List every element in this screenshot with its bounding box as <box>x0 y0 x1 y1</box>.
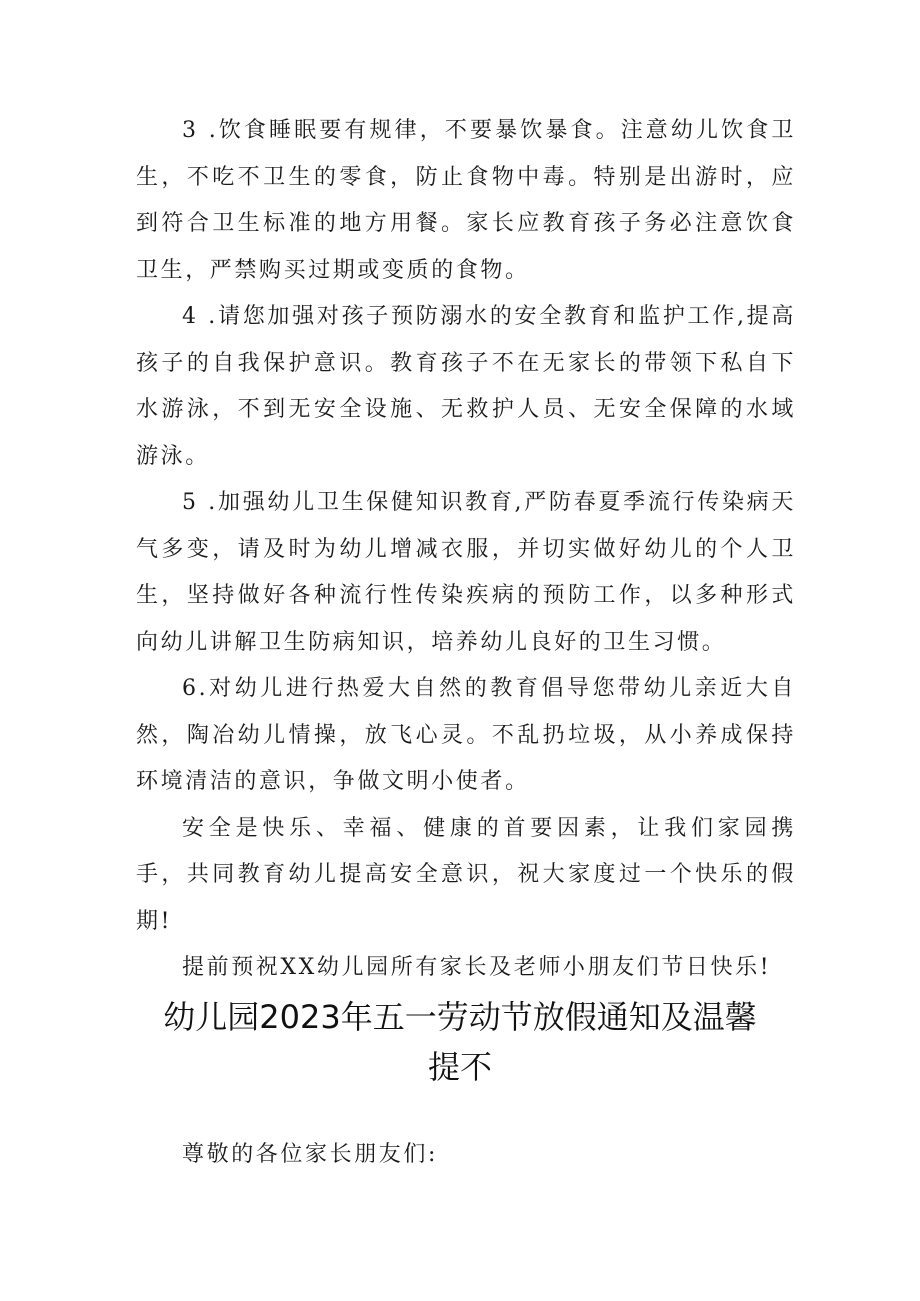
paragraph-health: 5 .加强幼儿卫生保健知识教育,严防春夏季流行传染病天气多变，请及时为幼儿增减衣服，并切实做好幼儿的个人卫生，坚持做好各种流行性传染疾病的预防工作，以多种形式向幼儿讲解卫生防病知识，培养幼儿良好的卫生习惯。 <box>136 490 796 655</box>
paragraph-drowning: 4 .请您加强对孩子预防溺水的安全教育和监护工作,提高孩子的自我保护意识。教育孩子不在无家长的带领下私自下水游泳，不到无安全设施、无救护人员、无安全保障的水域游泳。 <box>136 304 796 469</box>
paragraph-diet: 3 .饮食睡眠要有规律，不要暴饮暴食。注意幼儿饮食卫生，不吃不卫生的零食，防止食物中毒。特别是出游时，应到符合卫生标准的地方用餐。家长应教育孩子务必注意饮食卫生，严禁购买过期或变质的食物。 <box>136 118 796 283</box>
notice-title <box>120 992 800 1092</box>
document-body <box>136 108 796 992</box>
greeting-salutation: 尊敬的各位家长朋友们: <box>182 1142 439 1167</box>
notice-title-line2: 提不 <box>427 1048 492 1086</box>
closing-wishes: 提前预祝XX幼儿园所有家长及老师小朋友们节日快乐! <box>182 955 772 980</box>
notice-title-line1: 幼儿园2023年五一劳动节放假通知及温馨 <box>163 998 757 1036</box>
paragraph-safety: 安全是快乐、幸福、健康的首要因素，让我们家园携手，共同教育幼儿提高安全意识，祝大家度过一个快乐的假期! <box>136 815 796 934</box>
paragraph-nature: 6.对幼儿进行热爱大自然的教育倡导您带幼儿亲近大自然，陶冶幼儿情操，放飞心灵。不乱扔垃圾，从小养成保持环境清洁的意识，争做文明小使者。 <box>136 676 796 794</box>
